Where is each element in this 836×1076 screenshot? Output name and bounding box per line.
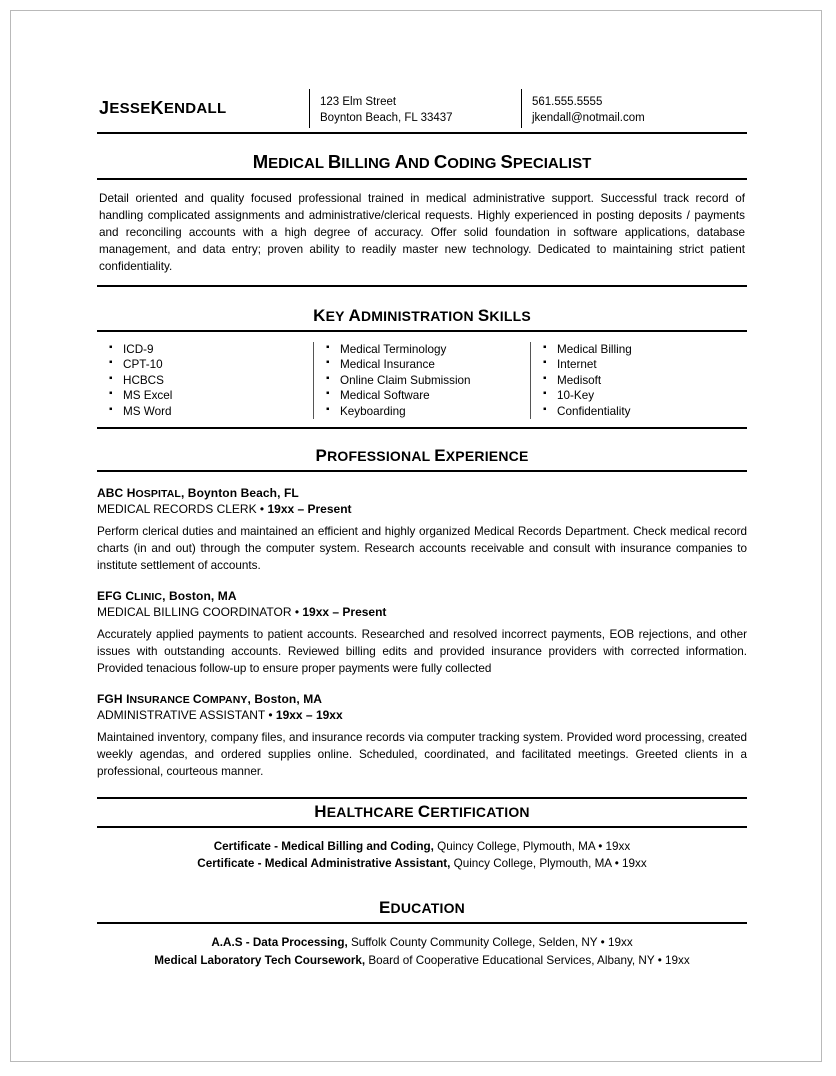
jt-1a: M xyxy=(252,151,269,173)
experience-entry xyxy=(97,589,747,678)
skills-column-3 xyxy=(530,342,747,419)
ed-b: DUCATION xyxy=(390,899,465,916)
company-location: , Boynton Beach, FL xyxy=(180,486,299,501)
name-first-rest: ESSE xyxy=(109,100,151,118)
company-location: , Boston, MA xyxy=(247,691,323,706)
experience-role-line xyxy=(97,605,747,619)
jt-4b: ODING xyxy=(447,155,501,173)
experience-dates: 19xx – 19xx xyxy=(275,707,343,722)
company-location: , Boston, MA xyxy=(162,588,237,603)
skill-item: ▪ Medical Terminology xyxy=(324,342,520,357)
jt-3a: A xyxy=(394,151,408,173)
skill-item: ▪ Internet xyxy=(541,357,737,372)
experience-description: Perform clerical duties and maintained an efficient and highly organized Medical Records Department. Check medical record charts (in and out) through the computer system. Research accounts receivable and consult with insurance companies to institute settlement of accounts. xyxy=(97,525,747,572)
jt-2a: B xyxy=(327,151,342,173)
address-line-2: Boynton Beach, FL 33437 xyxy=(320,111,453,124)
section-title-key-administration-skills xyxy=(97,303,747,332)
hc-a: H xyxy=(314,801,327,821)
name-last-rest: ENDALL xyxy=(163,100,227,118)
skill-item: ▪ Keyboarding xyxy=(324,404,520,419)
name-first-initial: J xyxy=(99,98,110,119)
hc-d: ERTIFICATION xyxy=(430,803,530,820)
company-part-1: FGH I xyxy=(97,691,130,706)
education-detail: Suffolk County Community College, Selden, NY • 19xx xyxy=(347,935,633,949)
experience-entry xyxy=(97,486,747,575)
skill-item: ▪ 10-Key xyxy=(541,388,737,403)
skill-item: ▪ Online Claim Submission xyxy=(324,373,520,388)
skills-grid xyxy=(97,332,747,429)
phone-number: 561.555.5555 xyxy=(532,96,603,108)
resume-paper xyxy=(29,29,803,1043)
certification-item xyxy=(97,855,747,873)
ed-a: E xyxy=(379,897,391,917)
jt-2b: ILLING xyxy=(341,155,395,173)
experience-role: MEDICAL RECORDS CLERK • xyxy=(97,502,268,517)
education-detail: Board of Cooperative Educational Services, Albany, NY • 19xx xyxy=(365,954,690,967)
company-part-4: OMPANY xyxy=(201,693,248,706)
pe-b: ROFESSIONAL xyxy=(327,448,435,465)
hc-c: C xyxy=(417,801,431,821)
company-part-2: LINIC xyxy=(134,590,163,603)
jt-4a: C xyxy=(433,151,448,173)
experience-role: MEDICAL BILLING COORDINATOR • xyxy=(97,604,303,619)
section-title-healthcare-certification xyxy=(97,799,747,828)
name-last-initial: K xyxy=(150,98,164,119)
certification-list xyxy=(97,828,747,879)
pe-d: XPERIENCE xyxy=(445,448,529,465)
experience-company xyxy=(97,692,747,706)
resume-header xyxy=(97,89,747,134)
ks-d: DMINISTRATION xyxy=(361,307,478,324)
education-item xyxy=(97,952,747,970)
section-title-education xyxy=(97,895,747,924)
education-item xyxy=(97,934,747,952)
skill-item: ▪ MS Excel xyxy=(107,388,303,403)
experience-entry xyxy=(97,692,747,781)
skill-item: ▪ CPT-10 xyxy=(107,357,303,372)
skill-item: ▪ Medical Billing xyxy=(541,342,737,357)
document-page-border xyxy=(10,10,822,1062)
ks-f: KILLS xyxy=(489,307,531,324)
company-part-2: OSPITAL xyxy=(135,488,181,501)
certification-detail: Quincy College, Plymouth, MA • 19xx xyxy=(433,839,631,853)
address-block xyxy=(309,89,521,128)
skill-item: ▪ ICD-9 xyxy=(107,342,303,357)
experience-dates: 19xx – Present xyxy=(267,502,352,517)
company-part-1: ABC H xyxy=(97,486,136,501)
resume-content xyxy=(97,89,747,976)
skill-item: ▪ Confidentiality xyxy=(541,404,737,419)
experience-company xyxy=(97,486,747,500)
certification-name: Certificate - Medical Administrative Assistant, xyxy=(197,857,451,871)
education-list xyxy=(97,924,747,976)
contact-block xyxy=(521,89,747,128)
ks-a: K xyxy=(313,305,326,325)
experience-role-line xyxy=(97,502,747,516)
company-part-2: NSURANCE xyxy=(129,693,193,706)
experience-company xyxy=(97,589,747,603)
ks-c: A xyxy=(348,305,361,325)
skills-column-2 xyxy=(313,342,530,419)
skill-item: ▪ Medisoft xyxy=(541,373,737,388)
education-degree: Medical Laboratory Tech Coursework, xyxy=(154,954,366,967)
jt-3b: ND xyxy=(407,155,434,173)
skill-item: ▪ HCBCS xyxy=(107,373,303,388)
ks-e: S xyxy=(477,305,490,325)
jt-5a: S xyxy=(500,151,513,173)
experience-role-line xyxy=(97,708,747,722)
skill-item: ▪ Medical Insurance xyxy=(324,357,520,372)
education-degree: A.A.S - Data Processing, xyxy=(211,935,348,949)
company-part-1: EFG C xyxy=(97,588,135,603)
address-line-1: 123 Elm Street xyxy=(320,96,397,108)
certification-name: Certificate - Medical Billing and Coding, xyxy=(213,839,434,853)
certification-item xyxy=(97,838,747,856)
professional-summary: Detail oriented and quality focused professional trained in medical administrative support. Successful track record of handling complicated assignments and administrative/clerical requests. Highly experienced in posting deposits / payments and reconciling accounts with a high degree of accuracy. Offer solid foundation in software applications, database management, and data entry; proven ability to readily master new technology. Dedicated to maintaining strict patient confidentiality. xyxy=(97,180,747,287)
experience-role: ADMINISTRATIVE ASSISTANT • xyxy=(97,707,276,722)
certification-detail: Quincy College, Plymouth, MA • 19xx xyxy=(450,857,647,871)
company-part-3: C xyxy=(192,691,202,706)
section-title-professional-experience xyxy=(97,443,747,472)
experience-dates: 19xx – Present xyxy=(302,604,387,619)
resume-job-title xyxy=(97,143,747,180)
pe-c: E xyxy=(434,446,446,466)
hc-b: EALTHCARE xyxy=(326,803,418,820)
skill-item: ▪ MS Word xyxy=(107,404,303,419)
jt-5b: PECIALIST xyxy=(512,155,592,173)
candidate-name xyxy=(97,89,309,128)
pe-a: P xyxy=(315,446,328,466)
experience-description: Maintained inventory, company files, and insurance records via computer tracking system. Provided word processing, created weekly agendas, and ordered supplies online. Scheduled, coordinated, and facilitated meetings. Greeted clients in a professional, courteous manner. xyxy=(97,730,747,778)
ks-b: EY xyxy=(325,307,349,324)
experience-description: Accurately applied payments to patient accounts. Researched and resolved incorrect payments, EOB rejections, and other issues with outstanding accounts. Reviewed billing edits and provided insurance providers with corrected information. Provided tenacious follow-up to ensure proper payments were fully collected xyxy=(97,627,747,675)
email-address: jkendall@notmail.com xyxy=(532,111,645,124)
skills-column-1 xyxy=(97,342,313,419)
jt-1b: EDICAL xyxy=(268,155,328,173)
skill-item: ▪ Medical Software xyxy=(324,388,520,403)
